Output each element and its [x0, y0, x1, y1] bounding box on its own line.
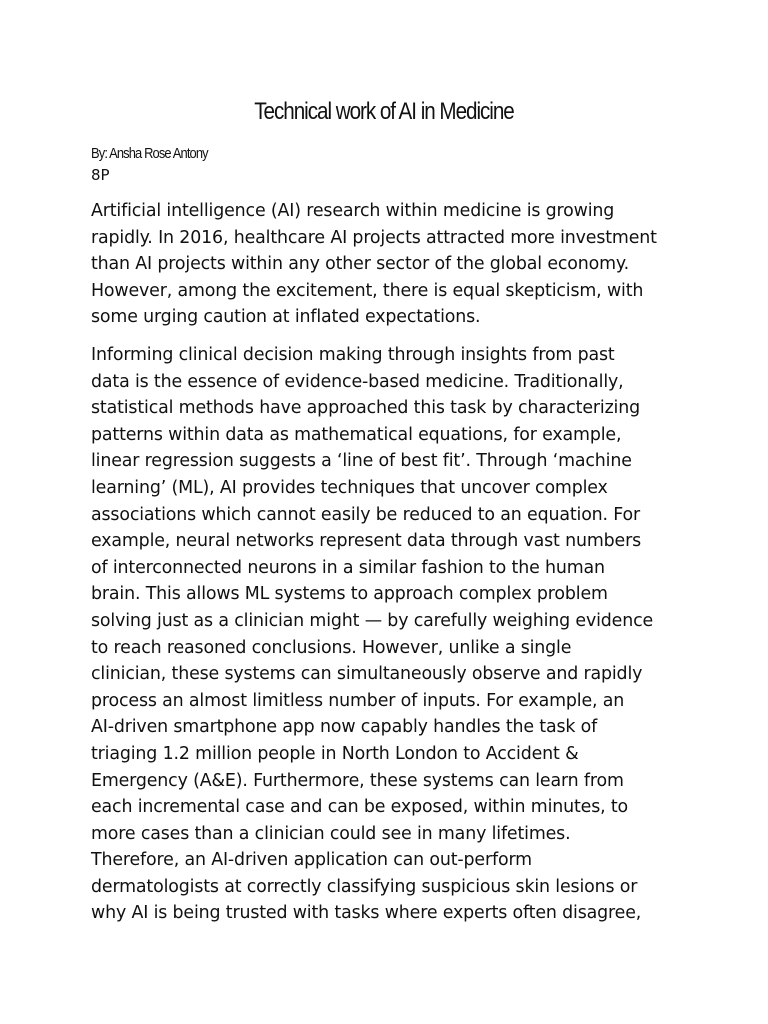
- paragraph-line: example, neural networks represent data through vast numbers: [91, 531, 641, 552]
- paragraph-line: learning’ (ML), AI provides techniques that uncover complex: [91, 477, 608, 498]
- paragraph-line: rapidly. In 2016, healthcare AI projects attracted more investment: [91, 227, 657, 248]
- paragraph-line: clinician, these systems can simultaneously observe and rapidly: [91, 664, 643, 685]
- paragraph-line: data is the essence of evidence-based medicine. Traditionally,: [91, 371, 624, 392]
- paragraph-line: more cases than a clinician could see in many lifetimes.: [91, 823, 571, 844]
- paragraph-line: Artificial intelligence (AI) research within medicine is growing: [91, 201, 615, 221]
- paragraph-line: than AI projects within any other sector of the global economy.: [91, 254, 629, 275]
- paragraph-line: statistical methods have approached this task by characterizing: [91, 398, 641, 419]
- paragraph-line: associations which cannot easily be reduced to an equation. For: [91, 504, 641, 525]
- paragraph-line: However, among the excitement, there is equal skepticism, with: [91, 280, 644, 301]
- paragraph-line: patterns within data as mathematical equations, for example,: [91, 424, 622, 445]
- paragraph-line: AI-driven smartphone app now capably handles the task of: [91, 717, 598, 738]
- paragraph-line: of interconnected neurons in a similar fashion to the human: [91, 557, 605, 578]
- paragraph-line: triaging 1.2 million people in North London to Accident &: [91, 743, 579, 764]
- paragraph-line: solving just as a clinician might — by carefully weighing evidence: [91, 610, 654, 631]
- paragraph-line: some urging caution at inflated expectations.: [91, 307, 481, 328]
- paragraph-line: Emergency (A&E). Furthermore, these systems can learn from: [91, 770, 624, 791]
- paragraph-line: each incremental case and can be exposed, within minutes, to: [91, 797, 629, 818]
- paragraph-line: Informing clinical decision making through insights from past: [91, 345, 615, 365]
- class-line: 8P: [91, 166, 110, 184]
- paragraph-line: why AI is being trusted with tasks where experts often disagree,: [91, 903, 642, 924]
- author-line: By: Ansha Rose Antony: [91, 145, 208, 162]
- paragraph-2: [91, 342, 691, 927]
- paragraph-line: dermatologists at correctly classifying suspicious skin lesions or: [91, 876, 638, 897]
- paragraph-line: brain. This allows ML systems to approach complex problem: [91, 584, 608, 605]
- paragraph-line: Therefore, an AI-driven application can out-perform: [91, 850, 532, 871]
- paragraph-line: to reach reasoned conclusions. However, unlike a single: [91, 637, 572, 658]
- paragraph-line: process an almost limitless number of inputs. For example, an: [91, 690, 625, 711]
- paragraph-line: linear regression suggests a ‘line of best fit’. Through ‘machine: [91, 451, 632, 472]
- document-title: Technical work of AI in Medicine: [254, 98, 514, 125]
- paragraph-1: [91, 198, 691, 331]
